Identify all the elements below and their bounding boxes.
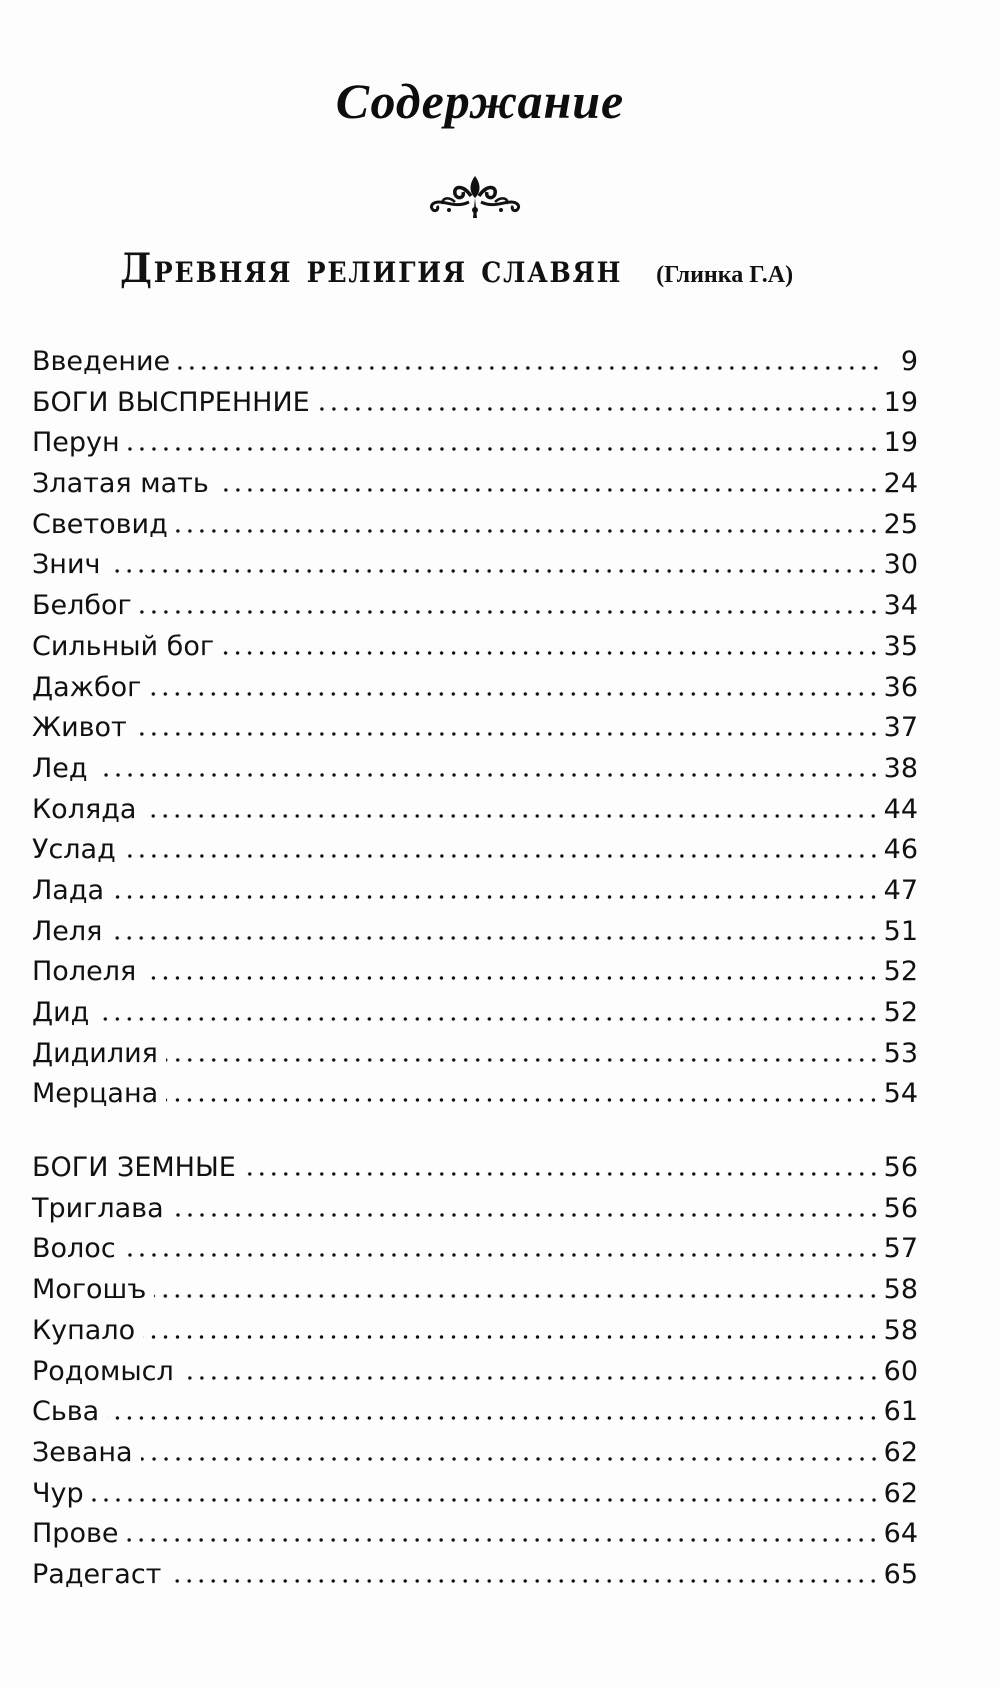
toc-entry-page-number: 52: [883, 997, 918, 1028]
toc-entry: [32, 1074, 918, 1115]
toc-entry-label: Лада: [32, 874, 105, 906]
toc-entry: [32, 383, 918, 424]
toc-entry-page-number: 53: [883, 1037, 918, 1069]
dot-leader: [126, 1538, 879, 1542]
dot-leader: [96, 773, 880, 777]
dot-leader: [244, 1172, 880, 1176]
toc-entry-page-number: 9: [900, 346, 918, 377]
toc-entry-page-number: 58: [883, 1274, 918, 1306]
toc-entry-label: Триглава: [32, 1192, 164, 1224]
dot-leader: [172, 1213, 880, 1217]
dot-leader: [144, 976, 879, 980]
dot-leader: [124, 1253, 880, 1257]
dot-leader: [169, 1579, 879, 1583]
page-title: Содержание: [335, 73, 625, 129]
toc-entry-label: Могошъ: [32, 1274, 147, 1306]
toc-entry: [32, 1189, 918, 1230]
toc-entry-page-number: 51: [883, 915, 918, 947]
ornament-flourish-icon: [425, 172, 525, 222]
toc-entry-page-number: 56: [883, 1192, 918, 1224]
toc-entry: [32, 1433, 918, 1474]
toc-entry: [32, 1555, 918, 1596]
toc-entry: [32, 586, 918, 627]
toc-entry-page-number: 61: [883, 1396, 918, 1428]
toc-entry-page-number: 58: [883, 1314, 918, 1346]
toc-entry: [32, 1352, 918, 1393]
toc-entry-page-number: 24: [883, 468, 918, 500]
dot-leader: [135, 732, 880, 736]
toc-entry-page-number: 46: [883, 834, 918, 866]
toc-entry-label: Введение: [32, 346, 171, 377]
toc-entry-label: Белбог: [32, 590, 132, 622]
dot-leader: [143, 1335, 880, 1339]
toc-entry-page-number: 19: [883, 386, 918, 418]
toc-entry: [32, 790, 918, 831]
toc-entry: [32, 830, 918, 871]
toc-entry-label: Живот: [32, 712, 127, 744]
dot-leader: [176, 529, 880, 533]
toc-entry-page-number: 65: [883, 1558, 918, 1590]
toc-entry-page-number: 54: [883, 1078, 918, 1110]
dot-leader: [140, 610, 880, 614]
toc-entry: [32, 993, 918, 1034]
dot-leader: [154, 1294, 879, 1298]
toc-entry-page-number: 25: [883, 508, 918, 540]
toc-entry-label: Родомысл: [32, 1355, 174, 1387]
toc-entry-label: Коляда: [32, 793, 137, 825]
dot-leader: [107, 1416, 879, 1420]
dot-leader: [166, 1058, 880, 1062]
table-of-contents: [32, 342, 918, 1596]
toc-entry-page-number: 60: [883, 1355, 918, 1387]
toc-entry-label: Чур: [32, 1477, 84, 1509]
toc-entry: [32, 1474, 918, 1515]
toc-entry: [32, 871, 918, 912]
dot-leader: [124, 854, 880, 858]
toc-entry: [32, 1311, 918, 1352]
toc-entry: [32, 1034, 918, 1075]
dot-leader: [217, 488, 880, 492]
toc-entry: [32, 912, 918, 953]
dot-leader: [108, 569, 879, 573]
toc-entry-page-number: 30: [883, 549, 918, 581]
toc-entry: [32, 668, 918, 709]
toc-entry-label: Дид: [32, 997, 90, 1028]
toc-entry-label: БОГИ ВЫСПРЕННИЕ: [32, 386, 310, 418]
toc-entry: [32, 545, 918, 586]
section-spacer: [32, 1115, 918, 1148]
toc-entry-page-number: 44: [883, 793, 918, 825]
toc-entry-label: Световид: [32, 508, 168, 540]
dot-leader: [92, 1498, 880, 1502]
toc-entry-page-number: 37: [883, 712, 918, 744]
toc-entry-label: Перун: [32, 427, 120, 459]
toc-entry-page-number: 35: [883, 630, 918, 662]
toc-entry-label: Леля: [32, 915, 103, 947]
toc-entry-page-number: 56: [883, 1152, 918, 1184]
toc-entry-page-number: 38: [883, 752, 918, 784]
dot-leader: [178, 366, 882, 370]
toc-entry: [32, 1148, 918, 1189]
toc-entry: [32, 1229, 918, 1270]
toc-entry-label: Услад: [32, 834, 116, 866]
dot-leader: [222, 651, 880, 655]
toc-entry: [32, 1392, 918, 1433]
toc-entry-page-number: 64: [883, 1518, 918, 1550]
dot-leader: [112, 895, 880, 899]
toc-entry-page-number: 34: [883, 590, 918, 622]
toc-entry-label: Сильный бог: [32, 630, 215, 662]
toc-entry-label: Зевана: [32, 1436, 133, 1468]
toc-entry: [32, 627, 918, 668]
toc-entry-label: Дидилия: [32, 1037, 158, 1069]
toc-entry: [32, 1514, 918, 1555]
book-author: (Глинка Г.А): [656, 262, 794, 288]
toc-entry-label: Радегаст: [32, 1558, 162, 1590]
dot-leader: [128, 447, 880, 451]
toc-entry-label: Знич: [32, 549, 101, 581]
toc-entry: [32, 464, 918, 505]
toc-entry-page-number: 52: [883, 956, 918, 988]
toc-entry-label: Сьва: [32, 1396, 100, 1428]
book-title: Древняя религия славян: [120, 245, 623, 292]
toc-entry: [32, 708, 918, 749]
toc-entry-label: Мерцана: [32, 1078, 159, 1110]
toc-entry-page-number: 62: [883, 1436, 918, 1468]
dot-leader: [318, 407, 880, 411]
toc-entry-page-number: 57: [883, 1233, 918, 1265]
toc-entry: [32, 342, 918, 383]
toc-entry-page-number: 36: [883, 671, 918, 703]
toc-entry-label: Лед: [32, 752, 88, 784]
toc-entry-page-number: 19: [883, 427, 918, 459]
dot-leader: [166, 1098, 879, 1102]
toc-entry-label: Полеля: [32, 956, 137, 988]
toc-entry: [32, 952, 918, 993]
dot-leader: [110, 936, 879, 940]
toc-entry-label: Волос: [32, 1233, 116, 1265]
dot-leader: [97, 1017, 879, 1021]
toc-entry-page-number: 47: [883, 874, 918, 906]
book-heading: [120, 245, 793, 305]
toc-entry-label: БОГИ ЗЕМНЫЕ: [32, 1152, 236, 1184]
toc-entry-page-number: 62: [883, 1477, 918, 1509]
toc-entry: [32, 749, 918, 790]
toc-entry-label: Купало: [32, 1314, 136, 1346]
dot-leader: [141, 1457, 880, 1461]
toc-entry-label: Прове: [32, 1518, 119, 1550]
toc-entry: [32, 505, 918, 546]
dot-leader: [149, 692, 879, 696]
dot-leader: [182, 1376, 880, 1380]
dot-leader: [144, 814, 879, 818]
toc-entry-label: Златая мать: [32, 468, 209, 500]
toc-entry-label: Дажбог: [32, 671, 142, 703]
toc-entry: [32, 1270, 918, 1311]
toc-entry: [32, 423, 918, 464]
